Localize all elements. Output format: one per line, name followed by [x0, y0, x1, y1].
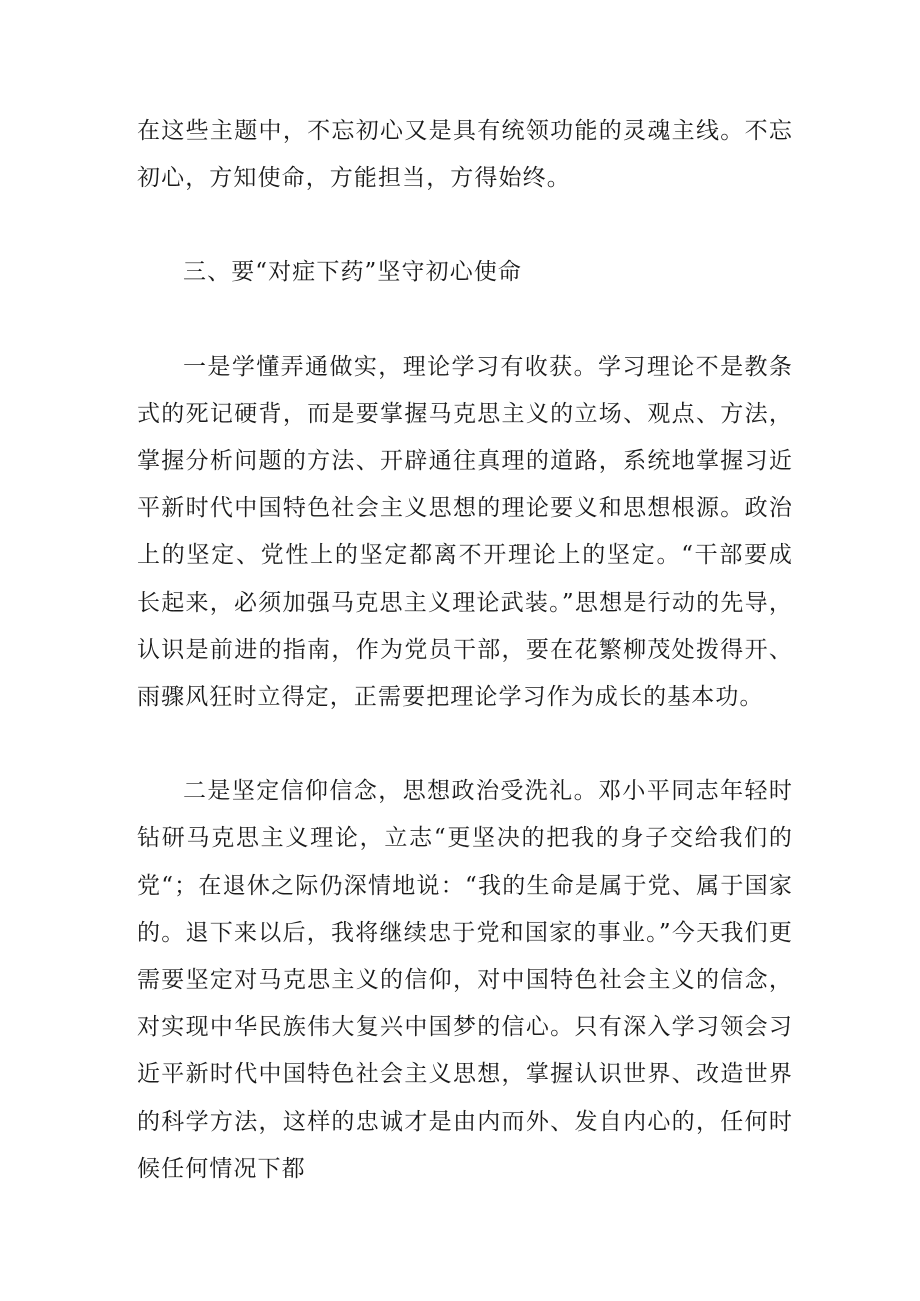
- paragraph-spacer: [137, 297, 793, 344]
- paragraph-spacer: [137, 721, 793, 768]
- section-heading: 三、要“对症下药”坚守初心使命: [183, 259, 523, 286]
- document-body: [137, 108, 793, 1193]
- paragraph-continuation: 在这些主题中，不忘初心又是具有统领功能的灵魂主线。不忘初心，方知使命，方能担当，方得始终。: [137, 118, 793, 192]
- paragraph-spacer: [137, 202, 793, 249]
- paragraph-theory-study: 一是学懂弄通做实，理论学习有收获。学习理论不是教条式的死记硬背，而是要掌握马克思主义的立场、观点、方法，掌握分析问题的方法、开辟通往真理的道路，系统地掌握习近平新时代中国特色社会主义思想的理论要义和思想根源。政治上的坚定、党性上的坚定都离不开理论上的坚定。“干部要成长起来，必须加强马克思主义理论武装。”思想是行动的先导，认识是前进的指南，作为党员干部，要在花繁柳茂处拨得开、雨骤风狂时立得定，正需要把理论学习作为成长的基本功。: [137, 353, 793, 711]
- paragraph-faith-conviction: 二是坚定信仰信念，思想政治受洗礼。邓小平同志年轻时钻研马克思主义理论，立志“更坚决的把我的身子交给我们的党“；在退休之际仍深情地说：“我的生命是属于党、属于国家的。退下来以后，我将继续忠于党和国家的事业。”今天我们更需要坚定对马克思主义的信仰，对中国特色社会主义的信念，对实现中华民族伟大复兴中国梦的信心。只有深入学习领会习近平新时代中国特色社会主义思想，掌握认识世界、改造世界的科学方法，这样的忠诚才是由内而外、发自内心的，任何时候任何情况下都: [137, 778, 793, 1182]
